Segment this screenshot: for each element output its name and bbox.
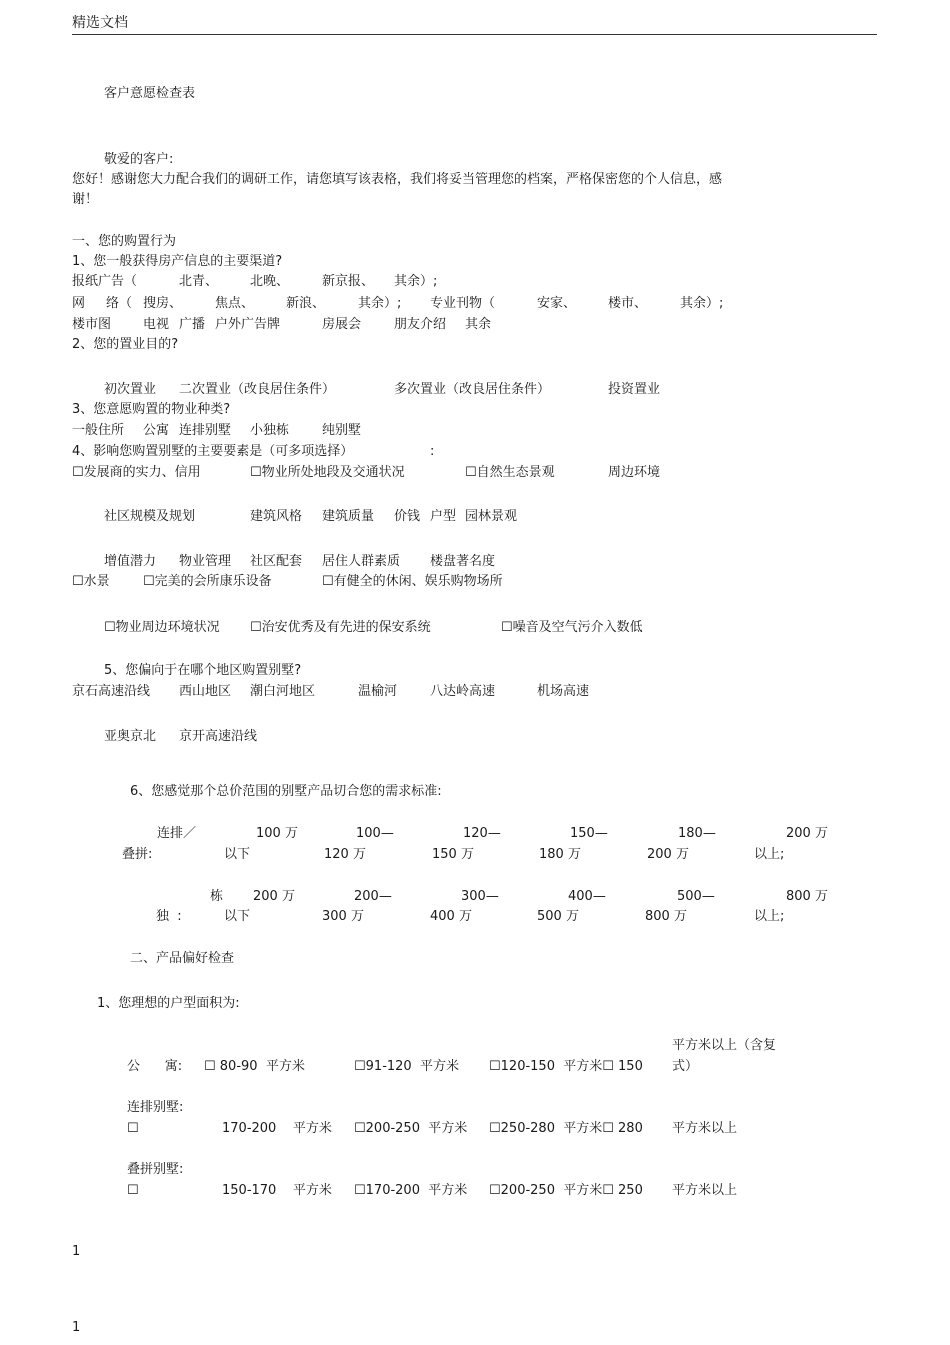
- q2-text: 2、您的置业目的?: [72, 337, 179, 352]
- intro-line-1: 您好！感谢您大力配合我们的调研工作，请您填写该表格，我们将妥当管理您的档案，严格保密您的个人信息，感: [72, 172, 723, 187]
- apartment-last-option: 式）: [672, 1059, 699, 1074]
- q6-price-option: 以下: [224, 909, 251, 924]
- apartment-option: ☐91-120 平方米: [354, 1059, 459, 1074]
- q6-row-label: 叠拼:: [122, 847, 153, 862]
- q5-option: 机场高速: [537, 684, 590, 699]
- q6-price-option: 500 万: [537, 909, 579, 924]
- q5-option: 京石高速沿线: [72, 684, 151, 699]
- q4-option: 社区规模及规划: [104, 509, 196, 524]
- q6-price-option: 200 万: [647, 847, 689, 862]
- stacked-option: ☐200-250 平方米☐ 250: [489, 1183, 643, 1198]
- q4-option: ☐有健全的休闲、娱乐购物场所: [322, 574, 503, 589]
- stacked-option: ☐170-200 平方米: [354, 1183, 468, 1198]
- townhouse-option: 平方米以上: [672, 1121, 738, 1136]
- q5-option: 西山地区: [179, 684, 232, 699]
- q1-text: 1、您一般获得房产信息的主要渠道?: [72, 254, 283, 269]
- section2-heading: 二、产品偏好检查: [130, 951, 235, 966]
- townhouse-checkbox[interactable]: ☐: [127, 1121, 139, 1136]
- q4-option: ☐治安优秀及有先进的保安系统: [250, 620, 431, 635]
- salutation: 敬爱的客户:: [104, 152, 174, 167]
- q1-option: 安家、: [537, 296, 577, 311]
- stacked-option: 150-170 平方米: [222, 1183, 332, 1198]
- q5-option: 京开高速沿线: [179, 729, 258, 744]
- q4-option: 户型: [430, 509, 457, 524]
- q5-option: 八达岭高速: [430, 684, 496, 699]
- stacked-label: 叠拼别墅:: [127, 1162, 184, 1177]
- q4-option: 价钱: [394, 509, 421, 524]
- q1-option: 楼市、: [608, 296, 648, 311]
- q1-option: 络（: [106, 296, 133, 311]
- q6-text: 6、您感觉那个总价范围的别墅产品切合您的需求标准:: [130, 784, 442, 799]
- q3-option: 小独栋: [250, 423, 290, 438]
- q1-option: 焦点、: [215, 296, 255, 311]
- document-title: 客户意愿检查表: [104, 86, 196, 101]
- q3-option: 一般住所: [72, 423, 125, 438]
- q1-option: 北青、: [179, 274, 219, 289]
- q2-option: 二次置业（改良居住条件）: [179, 382, 336, 397]
- intro-line-2: 谢！: [72, 192, 99, 207]
- q1-option: 楼市图: [72, 317, 112, 332]
- stacked-option: 平方米以上: [672, 1183, 738, 1198]
- q5-option: 温榆河: [358, 684, 398, 699]
- q6-price-option: 150—: [570, 826, 608, 841]
- q6-row-label: 独 :: [156, 909, 182, 924]
- q6-price-option: 200 万: [786, 826, 828, 841]
- q4-option: 建筑风格: [250, 509, 303, 524]
- q1-option: 其余）;: [358, 296, 402, 311]
- q4-option: ☐水景: [72, 574, 110, 589]
- apartment-label: 公 寓:: [127, 1059, 183, 1074]
- q4-option: 物业管理: [179, 554, 232, 569]
- q1-option: 专业刊物（: [430, 296, 496, 311]
- s2-q1-text: 1、您理想的户型面积为:: [97, 996, 240, 1011]
- q4-option: ☐发展商的实力、信用: [72, 465, 201, 480]
- stacked-checkbox[interactable]: ☐: [127, 1183, 139, 1198]
- q4-option: ☐物业所处地段及交通状况: [250, 465, 405, 480]
- q1-option: 报纸广告（: [72, 274, 138, 289]
- q4-option: 社区配套: [250, 554, 303, 569]
- q2-option: 多次置业（改良居住条件）: [394, 382, 551, 397]
- q6-price-option: 800 万: [786, 889, 828, 904]
- q6-price-option: 400 万: [430, 909, 472, 924]
- q3-option: 连排别墅: [179, 423, 232, 438]
- header-rule: [72, 34, 877, 35]
- q1-option: 搜房、: [143, 296, 183, 311]
- q6-price-option: 以上;: [754, 847, 785, 862]
- q6-price-option: 180—: [678, 826, 716, 841]
- q6-price-option: 100 万: [256, 826, 298, 841]
- q6-price-option: 120—: [463, 826, 501, 841]
- q1-option: 房展会: [322, 317, 362, 332]
- q1-option: 户外广告牌: [215, 317, 281, 332]
- q5-text: 5、您偏向于在哪个地区购置别墅?: [104, 663, 302, 678]
- q1-option: 朋友介绍: [394, 317, 447, 332]
- q6-price-option: 以下: [224, 847, 251, 862]
- q1-option: 其余: [465, 317, 492, 332]
- q3-option: 纯别墅: [322, 423, 362, 438]
- q2-option: 投资置业: [608, 382, 661, 397]
- section1-heading: 一、您的购置行为: [72, 234, 177, 249]
- header-label: 精选文档: [72, 15, 128, 31]
- q4-option: ☐自然生态景观: [465, 465, 555, 480]
- q3-text: 3、您意愿购置的物业种类?: [72, 402, 231, 417]
- q6-row-label: 连排／: [157, 826, 197, 841]
- q4-option: ☐噪音及空气污介入数低: [501, 620, 643, 635]
- q1-option: 新京报、: [322, 274, 375, 289]
- q1-option: 其余）;: [394, 274, 438, 289]
- q4-option: 居住人群素质: [322, 554, 401, 569]
- q1-option: 网: [72, 296, 86, 311]
- q5-option: 潮白河地区: [250, 684, 316, 699]
- q4-option: 周边环境: [608, 465, 661, 480]
- q5-option: 亚奥京北: [104, 729, 157, 744]
- q1-option: 北晚、: [250, 274, 290, 289]
- q6-price-option: 500—: [677, 889, 715, 904]
- townhouse-option: ☐200-250 平方米: [354, 1121, 468, 1136]
- q2-option: 初次置业: [104, 382, 157, 397]
- q6-price-option: 300—: [461, 889, 499, 904]
- townhouse-label: 连排别墅:: [127, 1100, 184, 1115]
- q6-price-option: 300 万: [322, 909, 364, 924]
- apartment-option: ☐120-150 平方米☐ 150: [489, 1059, 643, 1074]
- q1-option: 电视: [143, 317, 170, 332]
- q6-price-option: 100—: [356, 826, 394, 841]
- q6-row-label: 栋: [210, 889, 224, 904]
- q4-option: 建筑质量: [322, 509, 375, 524]
- townhouse-option: 170-200 平方米: [222, 1121, 332, 1136]
- apartment-option: ☐ 80-90 平方米: [204, 1059, 305, 1074]
- q4-option: ☐物业周边环境状况: [104, 620, 220, 635]
- apartment-last-option: 平方米以上（含复: [672, 1038, 777, 1053]
- q4-option: 增值潜力: [104, 554, 157, 569]
- q1-option: 新浪、: [286, 296, 326, 311]
- q6-price-option: 120 万: [324, 847, 366, 862]
- q4-option: ☐完美的会所康乐设备: [143, 574, 272, 589]
- q1-option: 其余）;: [680, 296, 724, 311]
- q6-price-option: 400—: [568, 889, 606, 904]
- page-number: 1: [72, 1320, 81, 1335]
- q4-option: 园林景观: [465, 509, 518, 524]
- q4-colon: :: [430, 444, 435, 459]
- q3-option: 公寓: [143, 423, 170, 438]
- q6-price-option: 200 万: [253, 889, 295, 904]
- q4-option: 楼盘著名度: [430, 554, 496, 569]
- q6-price-option: 800 万: [645, 909, 687, 924]
- townhouse-option: ☐250-280 平方米☐ 280: [489, 1121, 643, 1136]
- page-number: 1: [72, 1244, 81, 1259]
- q1-option: 广播: [179, 317, 206, 332]
- q6-price-option: 180 万: [539, 847, 581, 862]
- q6-price-option: 150 万: [432, 847, 474, 862]
- q6-price-option: 以上;: [754, 909, 785, 924]
- q6-price-option: 200—: [354, 889, 392, 904]
- q4-text: 4、影响您购置别墅的主要要素是（可多项选择）: [72, 444, 354, 459]
